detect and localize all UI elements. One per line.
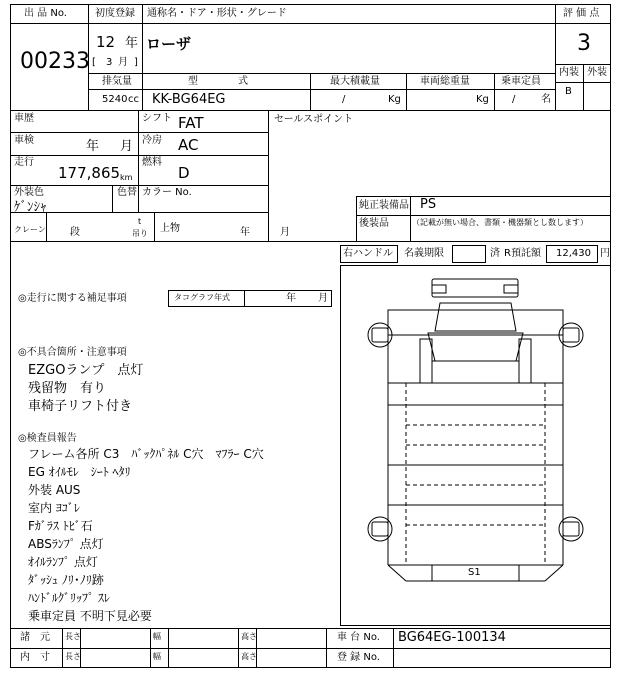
capacity-label: 乗車定員 [501,76,541,87]
mileage-unit: km [120,173,133,182]
width-label: 幅 [153,632,161,641]
width-label: 幅 [153,652,161,661]
dims-label: 諸 元 [20,632,50,643]
name-change-box [452,245,486,263]
displacement-unit: cc [128,94,139,105]
upper-month-unit: 月 [280,227,290,238]
model-label: 型 式 [188,76,248,87]
length-label: 長さ [65,652,81,661]
fuel-value: D [178,164,190,182]
tachograph-label: タコグラフ年式 [174,293,230,302]
genuine-label: 純正装備品 [359,200,409,211]
sales-point-label: セールスポイント [274,114,354,125]
max-load-slash: / [342,94,346,105]
inspector-line: フレーム各所 C3 ﾊﾞｯｸﾊﾟﾈﾙ C穴 ﾏﾌﾗｰ C穴 [28,447,264,461]
recycle-unit: 円 [600,248,610,259]
max-load-label: 最大積載量 [330,76,380,87]
after-label: 後装品 [359,218,389,229]
inspector-line: ﾀﾞｯｼｭ ﾉﾘ･ﾉﾘ跡 [28,573,104,587]
recycle-amount: 12,430 [556,248,591,259]
inspector-title: ◎検査員報告 [18,433,77,444]
crane-unit-2: 吊り [132,229,148,238]
model-value: KK-BG64EG [152,92,226,107]
inspector-line: ﾊﾝﾄﾞﾙｸﾞﾘｯﾌﾟ ｽﾚ [28,591,110,605]
first-reg-label: 初度登録 [95,8,135,19]
first-reg-month: 3 [106,57,113,68]
inspector-line: Fｶﾞﾗｽ ﾄﾋﾞ石 [28,519,93,533]
inspector-line: 乗車定員 不明下見必要 [28,609,152,623]
mileage-label: 走行 [14,157,34,168]
interior-label: 内装 [559,67,579,78]
color-change-label: 色替 [117,187,137,198]
grade-value: 3 [577,31,591,56]
ac-label: 冷房 [142,135,162,146]
year-unit: 年 [125,36,139,51]
running-title: ◎走行に関する補足事項 [18,293,127,304]
month-close: ] [134,57,138,68]
gross-weight-unit: Kg [476,94,489,105]
exterior-color-value: ｹﾞﾝｼｬ [14,200,47,215]
history-label: 車歴 [14,113,34,124]
diagram-mark-s1: S1 [468,567,481,578]
crane-unit-top: t [138,217,142,226]
chassis-label: 車 台 No. [337,632,380,643]
exterior-label: 外装 [587,67,607,78]
displacement-label: 排気量 [102,76,132,87]
inspector-line: 室内 ﾖｺﾞﾚ [28,501,80,515]
recycle-label: R預託額 [504,248,541,259]
interior-grade: B [565,86,572,97]
tachograph-year-unit: 年 [286,293,296,304]
color-no-label: カラー No. [142,187,192,198]
defect-line: EZGOランプ 点灯 [28,363,144,378]
max-load-unit: Kg [388,94,401,105]
name-change-label: 名義期限 [404,248,444,259]
inspection-label: 車検 [14,135,34,146]
ac-value: AC [178,136,199,154]
lot-no: 00233 [20,49,90,74]
exterior-color-label: 外装色 [14,187,44,198]
crane-label: クレーン [14,225,46,234]
capacity-unit: 名 [541,94,551,105]
tachograph-month-unit: 月 [318,293,328,304]
height-label: 高さ [241,652,257,661]
first-reg-year: 12 [96,33,116,51]
reg-label: 登 録 No. [337,652,380,663]
inspection-month-unit: 月 [120,139,134,154]
height-label: 高さ [241,632,257,641]
length-label: 長さ [65,632,81,641]
after-note: （記載が無い場合、書類・機器類とし数します） [412,218,588,227]
fuel-label: 燃料 [142,157,162,168]
crane-unit-1: 段 [70,227,80,238]
name-label: 通称名・ドア・形状・グレード [147,8,287,19]
upper-year-unit: 年 [240,227,250,238]
capacity-slash: / [512,94,516,105]
shift-label: シフト [142,113,172,124]
inspector-line: ABSﾗﾝﾌﾟ 点灯 [28,537,104,551]
inspector-line: EG ｵｲﾙﾓﾚ ｼｰﾄ ﾍﾀﾘ [28,465,131,479]
lot-no-label: 出 品 No. [24,8,67,19]
month-open: [ [92,57,96,68]
right-hand-label: 右ハンドル [343,248,393,259]
grade-label: 評 価 点 [563,8,600,19]
upper-label: 上物 [160,223,180,234]
month-unit: 月 [118,57,128,68]
car-name: ローザ [146,35,192,53]
defects-title: ◎不具合箇所・注意事項 [18,347,127,358]
recycle-prefix: 済 [490,248,500,259]
mileage-value: 177,865 [58,164,121,182]
genuine-value: PS [420,197,437,212]
chassis-no: BG64EG-100134 [398,630,506,645]
inspector-line: 外装 AUS [28,483,81,497]
defect-line: 残留物 有り [28,381,107,396]
interior-dims-label: 内 寸 [20,652,50,663]
inspector-line: ｵｲﾙﾗﾝﾌﾟ 点灯 [28,555,98,569]
displacement-value: 5240 [102,94,128,105]
inspection-year-unit: 年 [86,139,100,154]
gross-weight-label: 車両総重量 [420,76,470,87]
defect-line: 車椅子リフト付き [28,399,133,414]
shift-value: FAT [178,114,204,132]
